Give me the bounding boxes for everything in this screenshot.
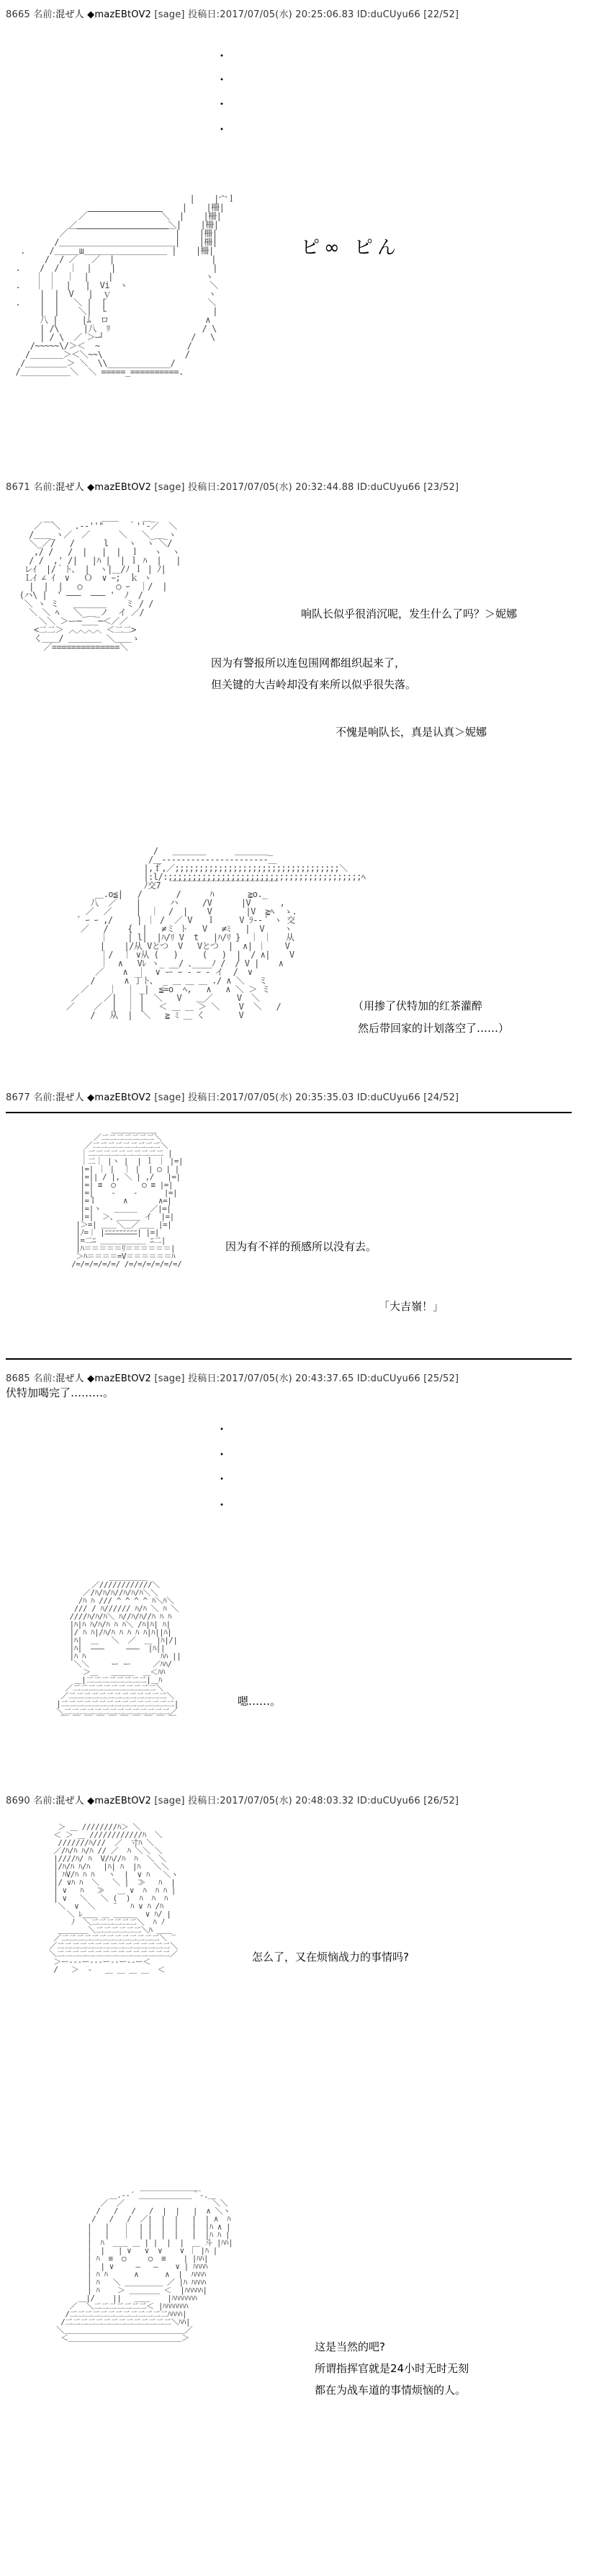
poster-id: ID:duCUyu66: [356, 9, 420, 20]
mail-field: [sage]: [154, 1373, 185, 1384]
dialog-line: 不愧是响队长，真是认真＞妮娜: [336, 726, 487, 739]
post-date: 2017/07/05(水) 20:43:37.65: [220, 1373, 354, 1384]
ascii-art-character: | |宀ｌ ＿＿＿＿＿＿＿＿＿ | |柵| ／￣￣￣￣￣￣￣￣￣＼ | |柵| ／＿＿＿＿＿＿＿＿＿＿＿＼| |柵| ／￣￣￣￣￣￣￣￣￣￣￣￣￣| |柵| /＿＿＿＿＿＿＿＿＿＿＿＿＿＿| |柵| . /＿＿＿ш＿＿＿＿＿＿＿＿＿＿ | |柵| / / ／ ／ | | . / / ｜ | | | ｜ ｜ ｜ | | ヽ . ｜ ｜ | | Vi ヽ ＼ | | V | ｙ ヽ . | | ＼ | | ＼ | | ＼| └ | 八 | |ﾑ ロ ∧ | /\ |八 ﾘ / \ | / \ ／ ＞ｰ┘ / \ /~~~~~\/＞＜ ~ / /＿＿＿＿＞＜＼~~\ / /＿＿＿＿＿＞ ＼ \\_____________/ /＿＿＿＿＿＿＼ ＼ =====_==========.: [15, 194, 235, 377]
divider-line: [6, 1358, 572, 1360]
post-date: 2017/07/05(水) 20:35:35.03: [220, 1092, 354, 1103]
dialog-line: 因为有不祥的预感所以没有去。: [225, 1240, 377, 1253]
dialog-line: 响队长似乎很消沉呢，发生什么了吗？＞妮娜: [301, 607, 518, 620]
date-label: 投稿日:: [188, 1373, 220, 1384]
ascii-art-character: ＿＿＿＿＿ ／////////////＼ ／/ﾊ/ﾊ/ﾊ//ﾊ/ﾊ/ﾊ＼＼ /ﾊ ﾊ /// ^ ^ ^ ^ ﾊ＼ﾊ＼ /// / ﾊ////// ﾊ/ﾊ ＼ ﾊ ＼ ////ﾊ/ﾊ/ﾊ＼ ﾊ//ﾊ/ﾊ//ﾊ ﾊ ﾊ |ﾊ|ﾊ ﾊ/ﾊ/ﾊ ﾊ ﾊ＼ /ﾊ|ﾊ| ﾊ| |/ ﾊ ﾊ|/ﾊ/ﾊ ﾊ ﾊ ﾊ ﾊ|ﾊ||ﾊ| |ﾊ| ＿ ＼ ／ ＿ |ﾊ|/| |ﾊ| ――― ――― |ﾊ|| |ﾊ ﾊ ﾊﾊ || ＼＼ ー ー ／ﾊﾊ/ ＞＿ ＿＿＿ ＿＜ﾊﾊ ＿|二二二二二二二二|＿ﾊ ／二二二二二二二二二二二＼ ／二二二二二二二二二二二二二＼ |二二二二二二二二二二二二二二二| ＼二二二二二二二二二二二二二二／ ￣ ￣ ￣ ￣ ￣ ￣ ￣ ￣ ￣ ￣: [56, 1572, 181, 1724]
ascii-art-character: ＞ ＿ ////////ﾊ＞ ＼ ＜ ＞ ＿ ////////////ﾊ ＼ ///////ﾊ/// ／ 寸ﾊ ＼ ／/ﾊ/ﾊ ﾊ/ﾊ // ／ ﾊ ＼＼ ＼ |////ﾊ/ ﾊ V/ﾊ//ﾊ ﾊ ＼ ＼ |/ﾊ/ﾊ ﾊ/ﾊ |ﾊ| ﾊ |ﾊ ＼＼ | ﾊV/ﾊ ﾊ ﾊ ヽ | ∨ ﾊ ＼ヽ |/ ∨ﾊ ﾊ ＼ ＼ | ≫ ﾊ | | ∨ ﾊ ≫ ＿ ∨ ﾊ ﾊ ﾊ | | ∨ ＼ ＼ ( ) ﾊ ﾊ ﾊ ＼ ∨ ＼ ¨ ﾊ ∨ ﾊ /ﾊ ＼ ﾚ＿＿ ＿ ＿＿＿ ∨ ﾊ/ | ﾉ ＼二二二二二二＼ ﾊ ﾉ ＿＿＿＿＼二二二二二二＼ﾊ ＿＿ ／二二二二二二二二二二二二二＼ ‾ ／二二二二二二二二二二二二二二二＼ ＼二二二二二二二二二二二二二二二／ ＞ー‐‐‐ー‐‐‐ー‐‐ー‐‐ー＜ / ＞ ‐ ＿ ＿ ＿ ＿ ＜: [49, 1822, 179, 1974]
dialog-line: （用掺了伏特加的红茶灌醉: [353, 999, 483, 1012]
ellipsis-dot: ・: [216, 1448, 228, 1461]
ellipsis-dot: ・: [216, 1472, 228, 1486]
name-label: 名前:: [33, 482, 56, 493]
poster-trip: ◆mazEBtOV2: [87, 1796, 152, 1806]
post-index: [25/52]: [423, 1373, 459, 1384]
post-number: 8690: [6, 1796, 30, 1806]
ascii-art-character: ＿＿＿＿＿＿＿＿ ＿.-‐´ ＿＿＿＿＿＿＿｀‐.＿ ／ ／ ＼＼ / / / / | | | ∧ ＼ヽ / / / ／| | | | | ∧ ﾊ | | ｜ | | | | | |ﾊ ∧ | | | ｜ | | | | | |ﾊ ﾊ | | ﾊ ＿＿ ＿ | | | | ＿ 斗 |ﾊﾊ| | | | ∨ ∨ ∨ ∨ ｜ |ﾊ | | ﾊ ≡ ○ ○ ≡ | |ﾊﾊ| | | ∨ ― ― ∨ | ﾊﾊﾊﾊ | ﾊ ﾊ ∧ ∧ | ﾊﾊﾊﾊ | ﾊ ＼ ＿＿＿＿＿ ／ |ﾊ ﾊﾊﾊﾊ | ﾊ ＞ ＿＿＿＿ ＜ |ﾊﾊﾊﾊﾊ| ＿|/ || ＿＿ |ﾊﾊﾊﾊﾊﾊﾊ ／ ＼二二二二二二二＜ |ﾊﾊﾊﾊﾊﾊﾊ /二二二二二二二二二二二二二ﾊﾊﾊﾊ| /二二二二二二二二二二二二二二＼ﾊﾊ| ＼＿＿＿＿＿＿＿＿＿＿＿＿＿＿＿＿／ ＜＿＿＿＿＿＿＿＿＿＿＿＿＿＿＿＞: [56, 2183, 233, 2343]
post-header: [6, 1089, 459, 1103]
poster-name: 混ぜ人: [55, 1092, 84, 1103]
ascii-art-character: / ＿＿＿＿ ＿＿＿＿_ /＿-‐‐‐‐‐‐‐‐‐‐‐‐‐‐‐‐‐‐‐‐‐＿ |,ｆ,／;;;;;;;;;;;;;;;;;;;;;;;;;;;;;;;;;;＼ |:l/:;;;;;;;;;;;;;;;;;;;;;;;;;;;;;;;;;;;;;;;;ﾍ ﾉ交7 ￣￣￣￣￣￣￣￣￣￣￣￣￣ ＿.o≦| / / ﾊ ≧o._ 八 ／ | ハ /V |V , ／ ／ | ｜ / | V |V ≧ﾍ ゝ. ´ ｰ ｰ ,/ | ｜ / ／ V ｌ V ﾗ‐‐ ﾞ ヽ 交 ／ / { | ≠ミ ト V ≠ﾐ | V ヽ ｜ | l| |ﾊ/ﾘ V t |ﾊ/ﾘ } ｜ ｜ 从 | |/从 Vとつ V Vとつ | ∧| ｜ V ｜/ ｜ ∨从 ( ) ( ) | / ∧| V ｜ ∧ Vﾚ ヽ_ __/ ､____ﾉ / / V | ∧ ／ ∧ ｜ ∨ ー ｰ ‐ ｰ ‐ イ / ∨ / ∧ 丁ト、 _ ＿ ＿ ＿ ./ ∧ ＼ ミ ／ ｜ ｜ _| ≦=o ﾍ, ∧ ∧ ＼ ＞ ミ ／ ／| ｜ | ＼ V ＿／ V ＼ ／ ／ | ｜ | ＜ ＿ ＿ ＞ ＼ V ＼ / / 从 | ＼ ≧ ﾐ ＿ く V: [66, 846, 366, 1020]
post-header: [6, 1793, 459, 1806]
poster-trip: ◆mazEBtOV2: [87, 1092, 152, 1103]
poster-id: ID:duCUyu66: [356, 1092, 420, 1103]
poster-id: ID:duCUyu66: [356, 1796, 420, 1806]
post-number: 8685: [6, 1373, 30, 1384]
post-date: 2017/07/05(水) 20:48:03.32: [220, 1796, 354, 1806]
ellipsis-dot: ・: [216, 49, 228, 63]
dialog-line: 怎么了，又在烦恼战力的事情吗?: [252, 1951, 409, 1964]
post-number: 8671: [6, 482, 30, 493]
ellipsis-dot: ・: [216, 97, 228, 111]
poster-name: 混ぜ人: [55, 1796, 84, 1806]
poster-trip: ◆mazEBtOV2: [87, 9, 152, 20]
post-date: 2017/07/05(水) 20:25:06.83: [220, 9, 354, 20]
post-header: [6, 479, 459, 493]
name-label: 名前:: [33, 1092, 56, 1103]
ellipsis-dot: ・: [216, 73, 228, 86]
date-label: 投稿日:: [188, 1796, 220, 1806]
dialog-line: 所谓指挥官就是24小时无时无刻: [315, 2362, 469, 2375]
dialog-line: 这是当然的吧?: [315, 2340, 385, 2353]
poster-id: ID:duCUyu66: [356, 482, 420, 493]
date-label: 投稿日:: [188, 482, 220, 493]
mail-field: [sage]: [154, 9, 185, 20]
mail-field: [sage]: [154, 1796, 185, 1806]
post-index: [26/52]: [423, 1796, 459, 1806]
ellipsis-dot: ・: [216, 122, 228, 136]
date-label: 投稿日:: [188, 9, 220, 20]
post-date: 2017/07/05(水) 20:32:44.88: [220, 482, 354, 493]
post-index: [22/52]: [423, 9, 459, 20]
mail-field: [sage]: [154, 1092, 185, 1103]
poster-name: 混ぜ人: [55, 482, 84, 493]
post-header: [6, 1371, 459, 1384]
name-label: 名前:: [33, 1373, 56, 1384]
dialog-line: 但关键的大吉岭却没有来所以似乎很失落。: [211, 678, 417, 691]
sound-effect-text: ピ∞ ピん: [301, 237, 400, 259]
ellipsis-dot: ・: [216, 1498, 228, 1512]
dialog-line: 然后带回家的计划落空了……）: [358, 1022, 510, 1035]
poster-name: 混ぜ人: [55, 1373, 84, 1384]
mail-field: [sage]: [154, 482, 185, 493]
dialog-line: 因为有警报所以连包围网都组织起来了，: [211, 656, 406, 669]
poster-id: ID:duCUyu66: [356, 1373, 420, 1384]
dialog-line: 都在为战车道的事情烦恼的人。: [315, 2384, 467, 2397]
narration-line: 伏特加喝完了………。: [6, 1386, 114, 1399]
date-label: 投稿日:: [188, 1092, 220, 1103]
divider-line: [6, 1112, 572, 1113]
name-label: 名前:: [33, 9, 56, 20]
poster-name: 混ぜ人: [55, 9, 84, 20]
ascii-art-character: ＿＿＿＿＿＿ ／二二二二二二二＼ ／二二二二二二二二二＼ ｜二二二二二二二二二二 | ｜二｜ |ヽ | | ｌ ｜ |=| |=| ｜ | ｜ | | ○ | | |=|| / |, ＼ | ,/ |=| |=| ≡ ○ ○ ≡ |=| |=| ‐ ‐ |=| |=ｌ ∧ ∧=| |=|ヽ ＿＿＿ ／|=| |=| ＞、＿＿＿ イ |=| |＞=| ＿＿＼＿／＿＿ |=| |ﾉ=｜ |ﾆﾆﾆﾆﾆﾆﾆﾆﾆ| |=| |=二ﾆ ＿＿＿＿＿＿ ﾆ二| |ﾊ＝＝＝＝＝ﾘ＝＝＝＝＝＝| ＞ﾊ＝＝＝＝=V＝＝＝＝＝＝ﾊ /=/=/=/=/=/ /=/=/=/=/=/=/: [71, 1125, 183, 1269]
post-header: [6, 6, 459, 20]
poster-trip: ◆mazEBtOV2: [87, 482, 152, 493]
poster-trip: ◆mazEBtOV2: [87, 1373, 152, 1384]
post-number: 8677: [6, 1092, 30, 1103]
name-label: 名前:: [33, 1796, 56, 1806]
post-index: [23/52]: [423, 482, 459, 493]
ellipsis-dot: ・: [216, 1422, 228, 1436]
post-number: 8665: [6, 9, 30, 20]
post-index: [24/52]: [423, 1092, 459, 1103]
ascii-art-character: __ ＿＿ ＿_ ／ ＼ .-‐''" ｀''‐／ ＼ /＿＿_ヽ／ ／ ＼ ＼_＿_ヽ ＼_／/ / l ヽ ヽ ＼/ ,/ / / | | | ｌ ヽ ヽ / / ,' /| |ﾊ | | ｌ ﾊ | | レｲ |/｀ト、 | ヽ|＿/ﾉ ｌ | ﾉ| Ｌｲ ∠ ｲ ∨ Ｏ ∨ ｰ; ｋ ヽ | | | ○ ○ ｰ ｜/ | (ハ\ | ' ――― ――― ' ﾉ / ＼ ヽ ミ ＿＿＿＿ ミ / / ＼ ＼ ﾍ ＼_＿_ノ イ ／/ ＼＼ ＞ー─＿＿─＜／／ <二二＞ ︿︿︿︿ ＜二二> く＿＿/ ＿＿＿＿ ＼＿＿ゝ ／==============＼: [19, 512, 181, 652]
dialog-line: 「大吉嶺！」: [379, 1300, 444, 1313]
dialog-line: 嗯……。: [238, 1695, 282, 1708]
